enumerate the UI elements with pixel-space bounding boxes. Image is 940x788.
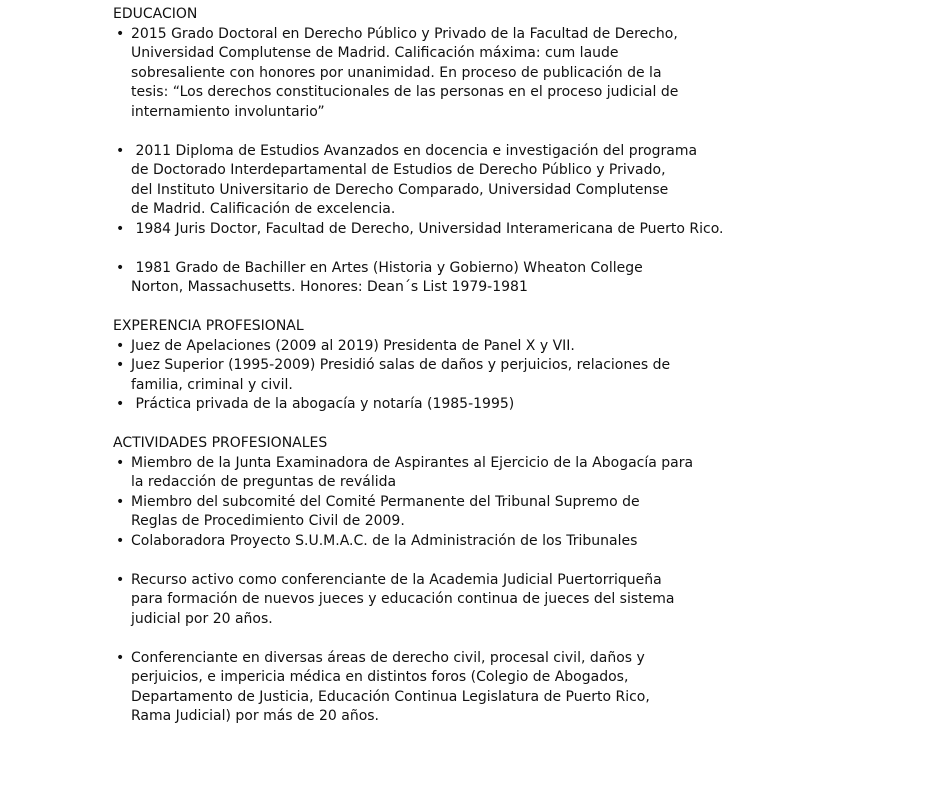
list-item-continuation: judicial por 20 años. <box>131 610 273 627</box>
list-item: • 1981 Grado de Bachiller en Artes (Historia y Gobierno) Wheaton College <box>113 259 753 279</box>
list-item-continuation: tesis: “Los derechos constitucionales de las personas en el proceso judicial de <box>131 84 679 100</box>
list-item: • Miembro de la Junta Examinadora de Aspirantes al Ejercicio de la Abogacía para <box>113 454 753 474</box>
list-item: • 2011 Diploma de Estudios Avanzados en docencia e investigación del programa <box>113 142 753 162</box>
list-item: • Colaboradora Proyecto S.U.M.A.C. de la Administración de los Tribunales <box>113 532 753 552</box>
list-item: • 2015 Grado Doctoral en Derecho Público y Privado de la Facultad de Derecho, <box>113 25 753 45</box>
spacer <box>113 415 753 435</box>
list-item-continuation: Universidad Complutense de Madrid. Calificación máxima: cum laude <box>131 45 619 61</box>
list-item-continuation: Rama Judicial) por más de 20 años. <box>131 708 380 724</box>
list-item: • Conferenciante en diversas áreas de derecho civil, procesal civil, daños y <box>113 649 753 669</box>
spacer <box>113 298 753 318</box>
section-heading-education: EDUCACION <box>113 6 198 22</box>
list-item-continuation: de Madrid. Calificación de excelencia. <box>131 201 396 217</box>
list-item-continuation: Departamento de Justicia, Educación Continua Legislatura de Puerto Rico, <box>131 688 650 705</box>
section-heading-activities: ACTIVIDADES PROFESIONALES <box>113 435 328 451</box>
list-item-continuation: Norton, Massachusetts. Honores: Dean´s List 1979-1981 <box>131 279 528 295</box>
list-item: • 1984 Juris Doctor, Facultad de Derecho, Universidad Interamericana de Puerto Rico. <box>113 220 753 240</box>
list-item: • Juez Superior (1995-2009) Presidió salas de daños y perjuicios, relaciones de <box>113 356 753 376</box>
list-item-continuation: familia, criminal y civil. <box>131 376 293 393</box>
list-item: • Juez de Apelaciones (2009 al 2019) Presidenta de Panel X y VII. <box>113 337 753 357</box>
list-item-continuation: internamiento involuntario” <box>131 103 325 120</box>
list-item-continuation: Reglas de Procedimiento Civil de 2009. <box>131 513 405 529</box>
spacer <box>113 629 753 649</box>
document-page <box>113 5 753 727</box>
list-item-continuation: para formación de nuevos jueces y educación continua de jueces del sistema <box>131 591 675 607</box>
list-item-continuation: perjuicios, e impericia médica en distintos foros (Colegio de Abogados, <box>131 669 629 685</box>
list-item-continuation: la redacción de preguntas de reválida <box>131 474 397 490</box>
list-item: • Miembro del subcomité del Comité Permanente del Tribunal Supremo de <box>113 493 753 513</box>
spacer <box>113 551 753 571</box>
section-heading-experience: EXPERENCIA PROFESIONAL <box>113 318 304 334</box>
spacer <box>113 239 753 259</box>
list-item-continuation: de Doctorado Interdepartamental de Estudios de Derecho Público y Privado, <box>131 162 666 178</box>
list-item: • Práctica privada de la abogacía y notaría (1985-1995) <box>113 395 753 415</box>
spacer <box>113 122 753 142</box>
list-item-continuation: del Instituto Universitario de Derecho Comparado, Universidad Complutense <box>131 181 669 198</box>
list-item-continuation: sobresaliente con honores por unanimidad. En proceso de publicación de la <box>131 64 662 81</box>
list-item: • Recurso activo como conferenciante de la Academia Judicial Puertorriqueña <box>113 571 753 591</box>
